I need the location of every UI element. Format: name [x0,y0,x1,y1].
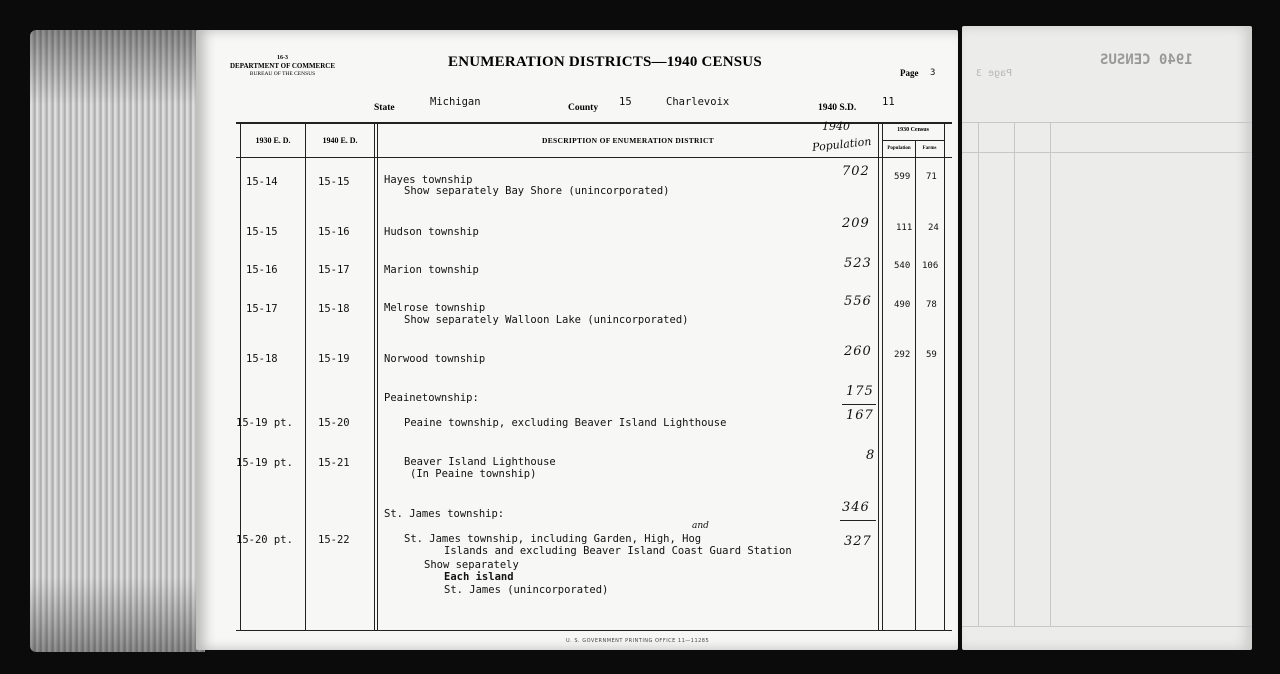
row3-farms: 106 [922,261,939,271]
row5-farms: 59 [926,350,937,360]
row10-ed1940: 15-22 [318,534,350,546]
row2-ed1940: 15-16 [318,226,350,238]
col-pop-1940-label: Population [811,134,872,155]
col-farms: Farms [922,146,937,151]
row7-pop1940: 167 [846,408,874,423]
row1-farms: 71 [926,172,937,182]
row3-ed1930: 15-16 [246,264,278,276]
row10-desc1: St. James township, including Garden, High, Hog [404,533,702,545]
row1-pop1930: 599 [894,172,911,182]
row6-desc1: Peainetownship: [384,392,479,404]
col-population: Population [887,146,911,151]
row4-ed1930: 15-17 [246,303,278,315]
row10-desc2: Islands and excluding Beaver Island Coast Guard Station [444,545,792,557]
row3-pop1930: 540 [894,261,911,271]
col-ed-1930: 1930 E. D. [255,136,291,145]
department-header [230,54,335,78]
page-title: ENUMERATION DISTRICTS—1940 CENSUS [448,54,762,70]
row4-farms: 78 [926,300,937,310]
row8-ed1930: 15-19 pt. [236,457,293,469]
row2-pop1940: 209 [842,216,870,231]
row2-desc1: Hudson township [384,226,479,238]
row3-pop1940: 523 [844,256,872,271]
col-description: DESCRIPTION OF ENUMERATION DISTRICT [542,136,714,145]
row9-desc1: St. James township: [384,508,505,520]
row10-desc4: Each island [444,571,514,583]
row9-pop1940: 346 [842,500,870,515]
ghost-title: 1940 CENSUS [1100,52,1193,68]
form-code: 16-3 [277,55,288,61]
row10-ed1930: 15-20 pt. [236,534,293,546]
row10-insert: and [692,521,709,531]
row4-ed1940: 15-18 [318,303,350,315]
col-ed-1940: 1940 E. D. [322,136,358,145]
row10-desc5: St. James (unincorporated) [444,584,609,596]
facing-page [962,26,1252,650]
col-census-1930: 1930 Census [897,127,929,133]
row1-desc2: Show separately Bay Shore (unincorporated) [404,185,670,197]
row1-desc1: Hayes township [384,174,473,186]
row8-desc2: (In Peaine township) [410,468,537,480]
page-number: 3 [930,68,936,78]
row5-pop1940: 260 [844,344,872,359]
row4-pop1930: 490 [894,300,911,310]
county-value: Charlevoix [666,96,730,108]
bureau-name: BUREAU OF THE CENSUS [249,71,316,77]
row1-ed1930: 15-14 [246,176,278,188]
row1-ed1940: 15-15 [318,176,350,188]
row5-ed1940: 15-19 [318,353,350,365]
row2-pop1930: 111 [896,223,913,233]
sd-value: 11 [882,96,895,108]
state-label: State [374,103,395,113]
row7-ed1940: 15-20 [318,417,350,429]
row8-pop1940: 8 [866,448,876,463]
row2-farms: 24 [928,223,939,233]
row2-ed1930: 15-15 [246,226,278,238]
row4-desc2: Show separately Walloon Lake (unincorporated) [404,314,689,326]
row5-ed1930: 15-18 [246,353,278,365]
ghost-page-label: Page 3 [976,68,1013,79]
row1-pop1940: 702 [842,164,870,179]
col-pop-1940-year: 1940 [822,120,850,133]
row10-desc3: Show separately [424,559,519,571]
row4-desc1: Melrose township [384,302,486,314]
printing-office-footer: U. S. GOVERNMENT PRINTING OFFICE 11—11285 [566,638,710,644]
department-name: DEPARTMENT OF COMMERCE [230,62,336,70]
row8-ed1940: 15-21 [318,457,350,469]
row3-desc1: Marion township [384,264,479,276]
row8-desc1: Beaver Island Lighthouse [404,456,556,468]
census-page [196,30,958,650]
row5-desc1: Norwood township [384,353,486,365]
page-label: Page [900,68,919,78]
row3-ed1940: 15-17 [318,264,350,276]
row10-pop1940: 327 [844,534,872,549]
book-page-edges [30,30,205,652]
row4-pop1940: 556 [844,294,872,309]
sd-label: 1940 S.D. [818,103,857,113]
row6-pop1940: 175 [846,384,874,399]
county-label: County [568,103,599,113]
state-value: Michigan [430,96,481,108]
row7-desc1: Peaine township, excluding Beaver Island Lighthouse [404,417,727,429]
county-code: 15 [619,96,632,108]
row5-pop1930: 292 [894,350,911,360]
row7-ed1930: 15-19 pt. [236,417,293,429]
